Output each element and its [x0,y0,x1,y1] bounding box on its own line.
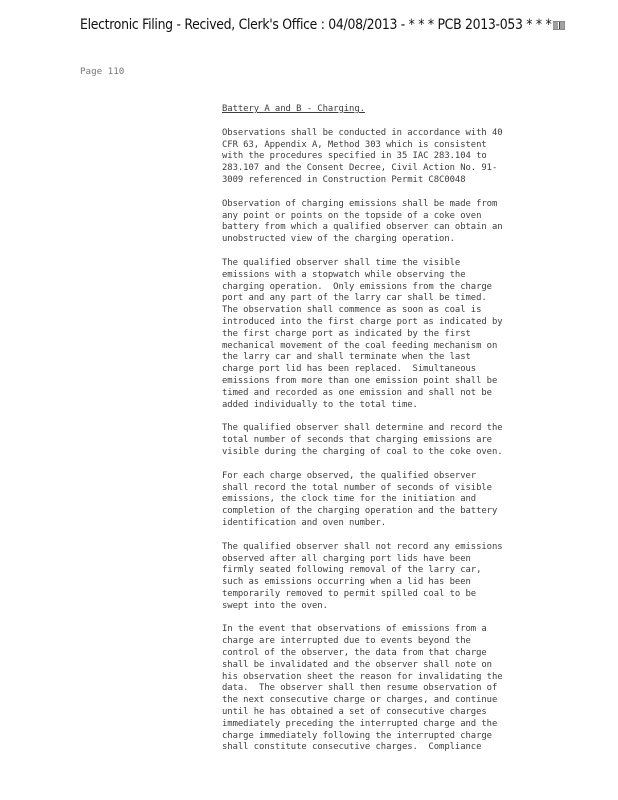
stamp-text: Electronic Filing - Recived, Clerk's Office : 04/08/2013 - * * * PCB 2013-053 * * * [80,17,552,33]
text-line: swept into the oven. [222,600,328,611]
text-line: charge port lid has been replaced. Simultaneous [222,364,477,375]
text-line: control of the observer, the data from that charge [222,648,487,659]
text-line: charge immediately following the interrupted charge [222,730,492,741]
text-line: charge are interrupted due to events beyond the [222,636,471,647]
text-line: his observation sheet the reason for invalidating the [222,671,503,682]
text-line: The qualified observer shall time the visible [222,257,461,268]
text-line: timed and recorded as one emission and shall not be [222,387,492,398]
text-line: immediately preceding the interrupted charge and the [222,718,498,729]
text-line: The qualified observer shall not record any emissions [222,541,503,552]
paragraph [222,423,542,458]
text-line: until he has obtained a set of consecutive charges [222,707,487,718]
text-line: emissions, the clock time for the initiation and [222,494,477,505]
text-line: the first charge port as indicated by the first [222,328,471,339]
text-line: introduced into the first charge port as indicated by [222,316,503,327]
text-line: emissions from more than one emission point shall be [222,375,498,386]
text-line: shall be invalidated and the observer shall note on [222,659,492,670]
text-line: 283.107 and the Consent Decree, Civil Action No. 91- [222,163,498,174]
text-line: identification and oven number. [222,517,387,528]
text-line: firmly seated following removal of the larry car, [222,565,482,576]
electronic-filing-stamp [80,17,567,33]
text-line: the next consecutive charge or charges, and continue [222,695,498,706]
paragraph [222,128,542,187]
paragraph [222,542,542,613]
text-line: unobstructed view of the charging operation. [222,234,455,245]
paragraph [222,471,542,530]
text-line: observed after all charging port lids have been [222,553,471,564]
page-number: Page 110 [80,66,125,77]
text-line: completion of the charging operation and the battery [222,506,498,517]
text-line: 3009 referenced in Construction Permit C8C0048 [222,174,466,185]
text-line: added individually to the total time. [222,399,418,410]
paragraph [222,624,542,754]
text-line: The qualified observer shall determine and record the [222,423,503,434]
text-line: shall constitute consecutive charges. Compliance [222,742,482,753]
text-line: charging operation. Only emissions from the charge [222,281,492,292]
document-body [222,104,542,766]
text-line: data. The observer shall then resume observation of [222,683,498,694]
text-line: In the event that observations of emissions from a [222,624,487,635]
text-line: battery from which a qualified observer can obtain an [222,222,503,233]
text-line: For each charge observed, the qualified observer [222,470,477,481]
section-heading: Battery A and B - Charging. [222,104,365,114]
paragraph [222,199,542,246]
text-line: any point or points on the topside of a coke oven [222,210,482,221]
text-line: temporarily removed to permit spilled coal to be [222,588,477,599]
text-line: the larry car and shall terminate when the last [222,352,471,363]
stamp-barcode-icon [553,21,565,30]
text-line: The observation shall commence as soon as coal is [222,305,482,316]
text-line: Observation of charging emissions shall be made from [222,198,498,209]
text-line: mechanical movement of the coal feeding mechanism on [222,340,498,351]
text-line: shall record the total number of seconds of visible [222,482,492,493]
text-line: total number of seconds that charging emissions are [222,435,492,446]
text-line: such as emissions occurring when a lid has been [222,577,471,588]
text-line: CFR 63, Appendix A, Method 303 which is consistent [222,139,487,150]
text-line: emissions with a stopwatch while observing the [222,269,466,280]
text-line: Observations shall be conducted in accordance with 40 [222,127,503,138]
paragraph [222,258,542,411]
text-line: with the procedures specified in 35 IAC 283.104 to [222,151,487,162]
text-line: port and any part of the larry car shall be timed. [222,293,487,304]
text-line: visible during the charging of coal to the coke oven. [222,446,503,457]
